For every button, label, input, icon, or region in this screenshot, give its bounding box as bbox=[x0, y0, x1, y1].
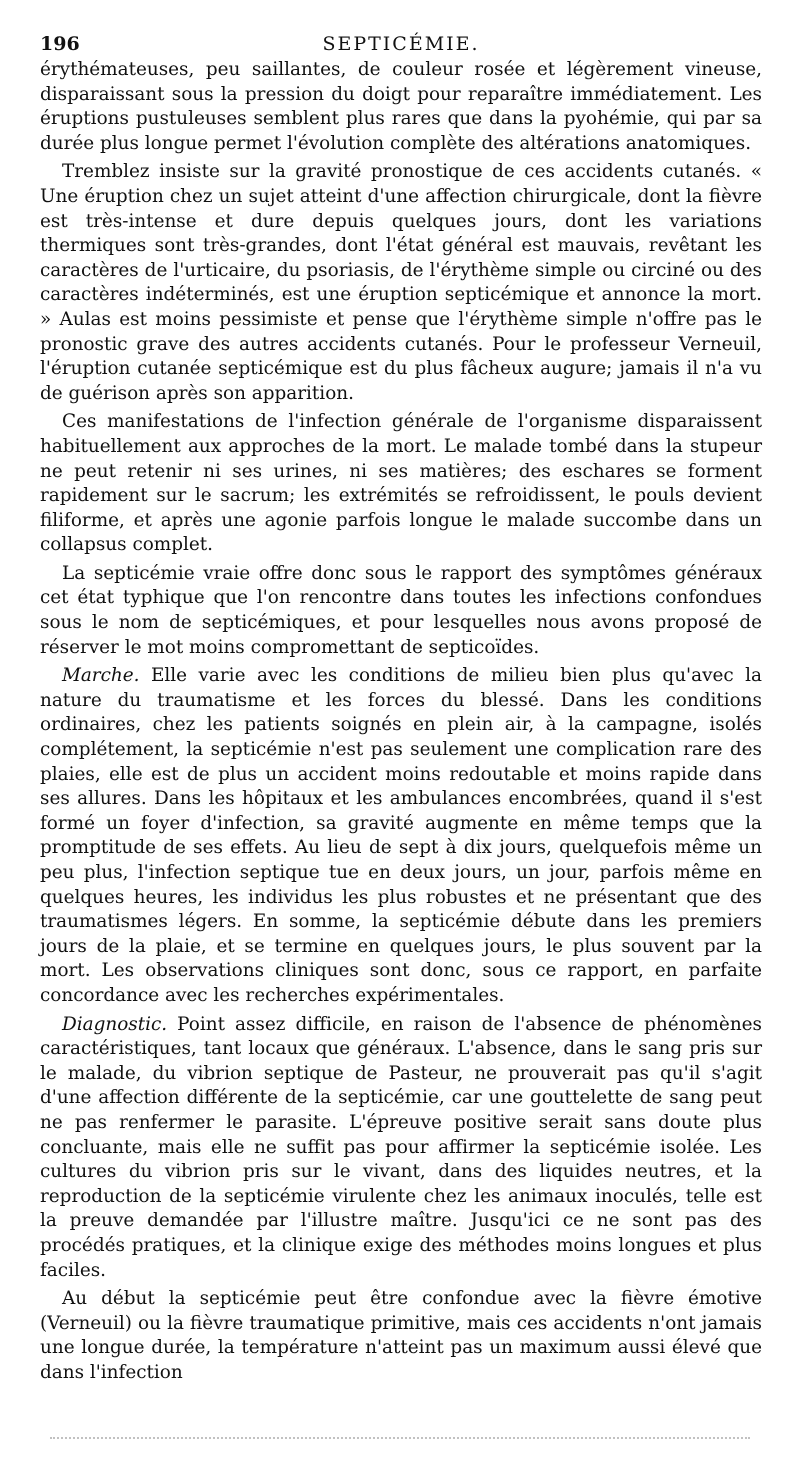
running-head bbox=[40, 30, 762, 58]
paragraph-prognosis: Tremblez insiste sur la gravité pronostique de ces accidents cutanés. « Une éruption chez un sujet atteint d'une affection chirurgicale, dont la fièvre est très-intense et dure depuis quelques jours, dont les variations thermiques sont très-grandes, dont l'état général est mauvais, revêtant les caractères de l'urticaire, du psoriasis, de l'érythème simple ou circiné ou des caractères indéterminés, est une éruption septicémique et annonce la mort. » Aulas est moins pessimiste et pense que l'érythème simple n'offre pas le pronostic grave des autres accidents cutanés. Pour le professeur Verneuil, l'éruption cutanée septicémique est du plus fâcheux augure; jamais il n'a vu de guérison après son apparition. bbox=[40, 161, 762, 404]
paragraph-eruptions: érythémateuses, peu saillantes, de couleur rosée et légèrement vineuse, disparaissant sous la pression du doigt pour reparaître immédiatement. Les éruptions pustuleuses semblent plus rares que dans la pyohémie, qui par sa durée plus longue permet l'évolution complète des altérations anatomiques. bbox=[40, 59, 762, 154]
book-page bbox=[40, 30, 762, 1385]
paragraph-differential: Au début la septicémie peut être confondue avec la fièvre émotive (Verneuil) ou la fièvre traumatique primitive, mais ces accidents n'ont jamais une longue durée, la température n'atteint pas un maximum aussi élevé que dans l'infection bbox=[40, 1288, 762, 1383]
paragraph-diagnostic bbox=[40, 1013, 762, 1284]
page-number: 196 bbox=[40, 33, 80, 55]
paragraph-diagnostic-text: Point assez difficile, en raison de l'absence de phénomènes caractéristiques, tant locaux que généraux. L'absence, dans le sang pris sur le malade, du vibrion septique de Pasteur, ne prouverait pas qu'il s'agit d'une affection différente de la septicémie, car une gouttelette de sang peut ne pas renfermer le parasite. L'épreuve positive serait sans doute plus concluante, mais elle ne suffit pas pour affirmer la septicémie isolée. Les cultures du vibrion pris sur le vivant, dans des liquides neutres, et la reproduction de la septicémie virulente chez les animaux inoculés, telle est la preuve demandée par l'illustre maître. Jusqu'ici ce ne sont pas des procédés pratiques, et la clinique exige des méthodes moins longues et plus faciles. bbox=[40, 1013, 762, 1281]
running-title: SEPTICÉMIE. bbox=[322, 33, 480, 55]
footer-rule bbox=[50, 1437, 750, 1439]
paragraph-marche-text: Elle varie avec les conditions de milieu bien plus qu'avec la nature du traumatisme et les forces du blessé. Dans les conditions ordinaires, chez les patients soignés en plein air, à la campagne, isolés complétement, la septicémie n'est pas seulement une complication rare des plaies, elle est de plus un accident moins redoutable et moins rapide dans ses allures. Dans les hôpitaux et les ambulances encombrées, quand il s'est formé un foyer d'infection, sa gravité augmente en même temps que la promptitude de ses effets. Au lieu de sept à dix jours, quelquefois même un peu plus, l'infection septique tue en deux jours, un jour, parfois même en quelques heures, les individus les plus robustes et ne présentant que des traumatismes légers. En somme, la septicémie débute dans les premiers jours de la plaie, et se termine en quelques jours, le plus souvent par la mort. Les observations cliniques sont donc, sous ce rapport, en parfaite concordance avec les recherches expérimentales. bbox=[40, 665, 762, 1006]
section-title-diagnostic: Diagnostic. bbox=[62, 1013, 168, 1035]
section-title-marche: Marche. bbox=[62, 665, 140, 687]
body-text bbox=[40, 58, 762, 1385]
paragraph-terminal-symptoms: Ces manifestations de l'infection générale de l'organisme disparaissent habituellement aux approches de la mort. Le malade tombé dans la stupeur ne peut retenir ni ses urines, ni ses matières; des eschares se forment rapidement sur le sacrum; les extrémités se refroidissent, le pouls devient filiforme, et après une agonie parfois longue le malade succombe dans un collapsus complet. bbox=[40, 411, 762, 556]
paragraph-typhoid-state: La septicémie vraie offre donc sous le rapport des symptômes généraux cet état typhique que l'on rencontre dans toutes les infections confondues sous le nom de septicémiques, et pour lesquelles nous avons proposé de réserver le mot moins compromettant de septicoïdes. bbox=[40, 562, 762, 658]
paragraph-marche bbox=[40, 664, 762, 1008]
